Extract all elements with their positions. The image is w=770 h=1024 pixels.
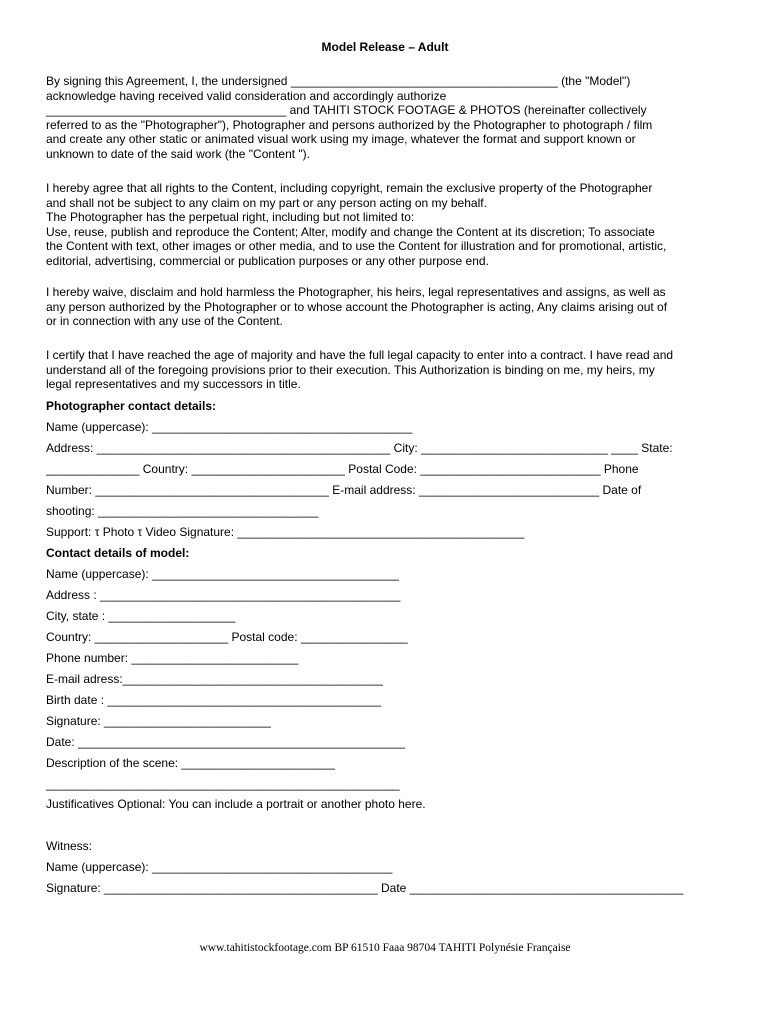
- paragraph-line: I hereby agree that all rights to the Content, including copyright, remain the exclusive property of the Photographer: [46, 181, 653, 195]
- consent-paragraph: [46, 74, 726, 161]
- model-email-field[interactable]: E-mail adress:_______________________________________: [46, 672, 383, 686]
- footer-address: www.tahitistockfootage.com BP 61510 Faaa 98704 TAHITI Polynésie Française: [199, 942, 571, 954]
- paragraph-line: unknown to date of the said work (the "Content ").: [46, 146, 310, 161]
- paragraph-line: The Photographer has the perpetual right, including but not limited to:: [46, 210, 415, 224]
- paragraph-line: and create any other static or animated visual work using my image, whatever the format and support known or: [46, 132, 636, 146]
- paragraph-line: and shall not be subject to any claim on my part or any person acting on my behalf.: [46, 195, 487, 210]
- justificatives-note: Justificatives Optional: You can include a portrait or another photo here.: [46, 797, 426, 811]
- paragraph-line: any person authorized by the Photographer or to whose account the Photographer is acting, Any claims arising out of: [46, 299, 668, 314]
- photographer-name-field[interactable]: Name (uppercase): _______________________________________: [46, 420, 413, 434]
- paragraph-line: legal representatives and my successors in title.: [46, 377, 301, 391]
- model-name-field[interactable]: Name (uppercase): _____________________________________: [46, 567, 399, 581]
- paragraph-line: referred to as the "Photographer"), Photographer and persons authorized by the Photographer to photograph / film: [46, 117, 653, 132]
- paragraph-line: I hereby waive, disclaim and hold harmless the Photographer, his heirs, legal representatives and assigns, as well as: [46, 285, 666, 299]
- document-title: Model Release – Adult: [321, 40, 449, 54]
- witness-name-field[interactable]: Name (uppercase): ____________________________________: [46, 860, 393, 874]
- witness-label: Witness:: [46, 839, 93, 853]
- paragraph-line: By signing this Agreement, I, the undersigned ________________________________________ (the "Model"): [46, 74, 631, 88]
- model-signature-field[interactable]: Signature: _________________________: [46, 714, 271, 728]
- paragraph-line: understand all of the foregoing provisions prior to their execution. This Authorization is binding on me, my heirs, my: [46, 362, 655, 377]
- certification-paragraph: [46, 348, 726, 392]
- scene-description-continued[interactable]: _____________________________________________________: [46, 777, 400, 791]
- model-country-field[interactable]: Country: ____________________ Postal code: ________________: [46, 630, 408, 644]
- paragraph-line: the Content with text, other images or other media, and to use the Content for illustration and for promotional, artistic,: [46, 239, 667, 253]
- photographer-address-field[interactable]: Address: ____________________________________________ City: ____________________________ ____ State:: [46, 441, 673, 455]
- rights-paragraph: [46, 181, 726, 268]
- photographer-country-field[interactable]: ______________ Country: _______________________ Postal Code: ___________________________ Phone: [46, 462, 639, 476]
- photographer-number-field[interactable]: Number: ___________________________________ E-mail address: ___________________________ Date of: [46, 483, 642, 497]
- model-city-field[interactable]: City, state : ___________________: [46, 609, 236, 623]
- support-signature-field[interactable]: Support: τ Photo τ Video Signature: ___________________________________________: [46, 525, 525, 539]
- photographer-section-heading: Photographer contact details:: [46, 399, 217, 413]
- waiver-paragraph: [46, 285, 726, 329]
- model-section-heading: Contact details of model:: [46, 546, 190, 560]
- witness-signature-field[interactable]: Signature: _________________________________________ Date _________________________________________: [46, 881, 684, 895]
- paragraph-line: editorial, advertising, commercial or publication purposes or any other purpose end.: [46, 253, 489, 268]
- model-phone-field[interactable]: Phone number: _________________________: [46, 651, 299, 665]
- shooting-date-field[interactable]: shooting: _________________________________: [46, 504, 319, 518]
- model-date-field[interactable]: Date: _________________________________________________: [46, 735, 406, 749]
- model-birth-date-field[interactable]: Birth date : _________________________________________: [46, 693, 381, 707]
- paragraph-line: or in connection with any use of the Content.: [46, 314, 283, 328]
- paragraph-line: Use, reuse, publish and reproduce the Content; Alter, modify and change the Content at its discretion; To associate: [46, 224, 655, 239]
- paragraph-line: ____________________________________ and TAHITI STOCK FOOTAGE & PHOTOS (hereinafter collectively: [46, 103, 647, 117]
- paragraph-line: acknowledge having received valid consideration and accordingly authorize: [46, 88, 447, 103]
- model-address-field[interactable]: Address : _____________________________________________: [46, 588, 401, 602]
- paragraph-line: I certify that I have reached the age of majority and have the full legal capacity to enter into a contract. I have read and: [46, 348, 674, 362]
- scene-description-field[interactable]: Description of the scene: _______________________: [46, 756, 335, 770]
